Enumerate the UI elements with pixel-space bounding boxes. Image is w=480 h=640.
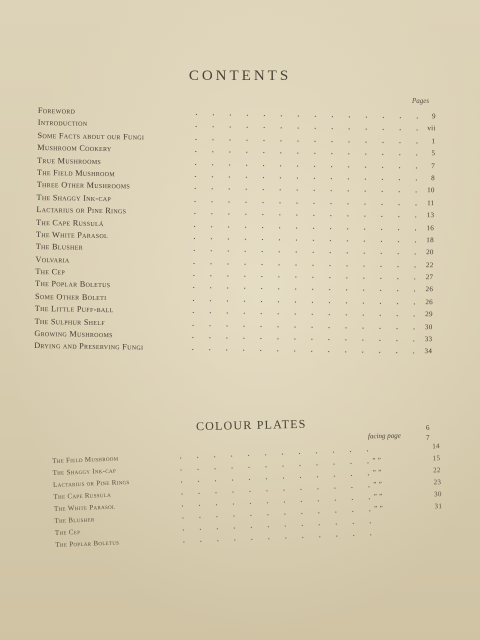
toc-entry-title: Growing Mushrooms xyxy=(34,329,113,340)
plate-entry-page xyxy=(426,514,442,515)
plate-entry-title: The White Parasol xyxy=(53,502,116,513)
toc-entry-page: 7 xyxy=(431,161,436,170)
toc-entry-title: Some Other Boleti xyxy=(34,291,107,302)
dot-leader xyxy=(175,534,375,544)
ditto-marks xyxy=(372,444,402,445)
toc-entry-title: Some Facts about our Fungi xyxy=(37,130,145,142)
dot-leader xyxy=(184,336,414,342)
toc-entry-page: 33 xyxy=(424,335,433,344)
plate-entry-page: 23 xyxy=(433,478,442,487)
plate-entry-page xyxy=(427,526,443,527)
toc-entry-title: Three Other Mushrooms xyxy=(36,180,131,191)
dot-leader xyxy=(187,151,417,157)
toc-entry-title: Foreword xyxy=(37,106,76,116)
plate-entry-page: 15 xyxy=(432,454,441,463)
dot-leader xyxy=(187,200,417,206)
dot-leader xyxy=(185,312,415,318)
toc-entry-page: 13 xyxy=(426,211,435,220)
toc-entry-page: 18 xyxy=(426,236,435,245)
dot-leader xyxy=(188,113,418,119)
toc-entry-page: 22 xyxy=(425,260,434,269)
toc-entry-title: The Poplar Boletus xyxy=(35,279,111,290)
toc-entry-page: 27 xyxy=(425,273,434,282)
toc-entry-page: 9 xyxy=(432,112,436,121)
toc-entry-title: The Field Mushroom xyxy=(36,167,116,179)
toc-entry-title: The Sulphur Shelf xyxy=(34,316,105,327)
toc-entry-title: The Little Puff-ball xyxy=(34,304,114,315)
toc-entry-page: 8 xyxy=(431,174,435,183)
toc-entry-page: 16 xyxy=(426,223,435,232)
contents-list xyxy=(34,106,438,360)
toc-entry-title: The Blusher xyxy=(35,242,84,253)
colour-plates-title: COLOUR PLATES xyxy=(195,416,307,434)
dot-leader xyxy=(186,212,416,218)
dot-leader xyxy=(187,138,417,144)
dot-leader xyxy=(187,163,417,169)
facing-page-label: facing page xyxy=(367,431,401,441)
plate-entry-page: 31 xyxy=(434,502,443,511)
dot-leader xyxy=(186,225,416,231)
plate-top-page-1: 6 xyxy=(426,424,430,432)
toc-entry-title: True Mushrooms xyxy=(37,155,102,166)
toc-entry-title: The White Parasol xyxy=(35,229,109,241)
plate-top-page-2: 7 xyxy=(426,434,430,442)
dot-leader xyxy=(187,188,417,194)
toc-entry-title: Drying and Preserving Fungi xyxy=(34,341,144,353)
toc-entry-page: 20 xyxy=(426,248,434,257)
toc-entry-title: The Shaggy Ink-cap xyxy=(36,192,112,203)
toc-entry-page: 26 xyxy=(425,285,434,294)
dot-leader xyxy=(186,262,416,268)
ditto-marks: ” ” xyxy=(372,468,382,477)
ditto-marks xyxy=(375,516,405,517)
dot-leader xyxy=(186,237,416,243)
toc-entry-title: Volvaria xyxy=(35,254,70,265)
plate-entry-title: The Field Mushroom xyxy=(52,454,119,465)
toc-entry-page: vii xyxy=(427,124,436,133)
toc-entry-page: 5 xyxy=(431,149,436,158)
plate-entry-title: The Poplar Boletus xyxy=(55,538,120,549)
ditto-marks: ” ” xyxy=(373,492,383,501)
toc-entry-title: Mushroom Cookery xyxy=(37,143,112,154)
toc-entry-page: 26 xyxy=(425,297,434,307)
toc-entry-page: 1 xyxy=(431,136,436,146)
plate-entry-title: The Cape Russula xyxy=(53,490,112,501)
toc-entry-page: 10 xyxy=(427,186,435,195)
toc-entry-title: Introduction xyxy=(37,118,88,129)
dot-leader xyxy=(186,250,416,256)
dot-leader xyxy=(185,287,415,293)
colour-plates-list xyxy=(52,442,445,553)
ditto-marks: ” ” xyxy=(374,504,384,513)
toc-entry-title: The Cape Russulá xyxy=(36,217,104,228)
dot-leader xyxy=(185,299,415,305)
dot-leader xyxy=(184,349,414,355)
plate-entry-page: 30 xyxy=(433,490,442,499)
toc-entry-page: 34 xyxy=(424,347,433,356)
dot-leader xyxy=(185,324,415,330)
toc-entry-page: 30 xyxy=(424,322,433,331)
toc-entry-page: 11 xyxy=(427,198,435,207)
ditto-marks xyxy=(375,528,405,529)
plate-entry-page: 14 xyxy=(432,442,441,451)
plate-entry-title: Lactarius or Pine Rings xyxy=(52,478,130,489)
toc-entry-page: 29 xyxy=(425,310,433,319)
toc-entry-title: Lactarius or Pine Rings xyxy=(36,205,127,216)
plate-entry-title: The Blusher xyxy=(54,515,95,525)
toc-entry-title: The Cep xyxy=(35,267,66,277)
plate-entry-page: 22 xyxy=(433,466,441,475)
pages-column-label: Pages xyxy=(412,97,430,105)
dot-leader xyxy=(188,126,418,132)
dot-leader xyxy=(185,274,415,280)
contents-title: CONTENTS xyxy=(188,68,292,84)
dot-leader xyxy=(187,175,417,181)
ditto-marks: ” ” xyxy=(373,480,383,489)
plate-entry-title: The Cep xyxy=(54,527,81,537)
ditto-marks: ” ” xyxy=(372,456,382,465)
plate-entry-title: The Shaggy Ink-cap xyxy=(52,466,117,477)
